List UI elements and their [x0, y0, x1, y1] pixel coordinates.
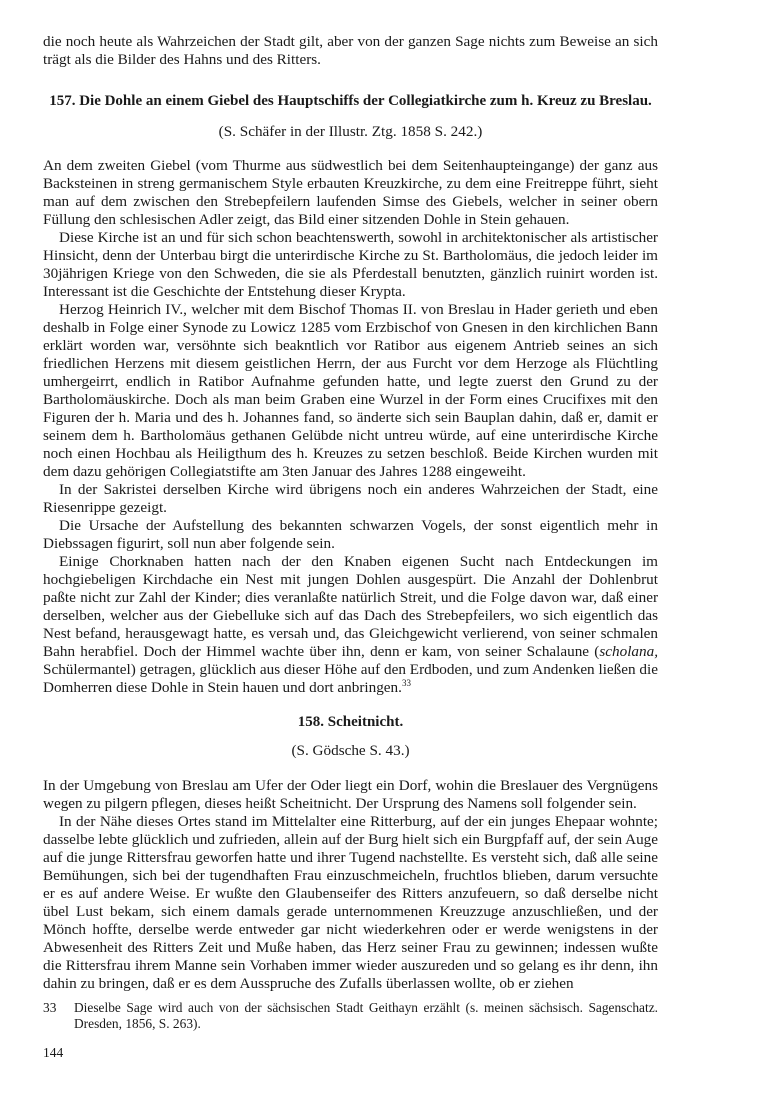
footnote	[43, 1000, 658, 1032]
section-157-paragraph: Diese Kirche ist an und für sich schon beachtenswerth, sowohl in architektonischer als artistischer Hinsicht, denn der Unterbau birgt die unterirdische Kirche zu St. Bartholomäus, die jedoch leider im 30jährigen Kriege von den Schweden, die sie als Pferdestall benutzten, gänzlich ruinirt worden ist. Interessant ist die Geschichte der Entstehung dieser Krypta.	[43, 229, 658, 300]
section-158-source: (S. Gödsche S. 43.)	[291, 742, 410, 759]
section-157-paragraph: Die Ursache der Aufstellung des bekannten schwarzen Vogels, der sonst eigentlich mehr in Diebssagen figurirt, soll nun aber folgende sein.	[43, 517, 658, 552]
section-158-title: 158. Scheitnicht.	[297, 714, 404, 730]
section-157-last-paragraph	[43, 553, 658, 697]
section-157-paragraph: Herzog Heinrich IV., welcher mit dem Bischof Thomas II. von Breslau in Hader gerieth und eben deshalb in Folge einer Synode zu Lowicz 1285 vom Erzbischof von Gnesen in den kirchlichen Bann erklärt worden war, versöhnte sich beakntlich vor Ratibor aus eigenem Antrieb seines an sich friedlichen Herzens mit diesem geistlichen Herrn, der aus Furcht vor dem Herzoge als Flüchtling umhergeirrt, endlich in Ratibor Aufnahme gefunden hatte, und legte zuerst den Grund zu der Bartholomäuskirche. Doch als man beim Graben eine Wurzel in der Form eines Crucifixes mit den Figuren der h. Maria und des h. Johannes fand, so änderte sich sein Bauplan dahin, daß er, damit er seinem dem h. Bartholomäus gethanen Gelübde nicht untreu würde, auf eine unterirdische Kirche noch einen Hochbau als Heiligthum des h. Kreuzes zu setzen beschloß. Beide Kirchen wurden mit dem dazu gehörigen Collegiatstifte am 3ten Januar des Jahres 1288 eingeweiht.	[43, 301, 658, 480]
intro-text	[43, 33, 658, 69]
italic-term: scholana,	[599, 643, 658, 660]
section-157-source: (S. Schäfer in der Illustr. Ztg. 1858 S. 242.)	[218, 123, 483, 140]
section-158-paragraph: In der Umgebung von Breslau am Ufer der Oder liegt ein Dorf, wohin die Breslauer des Vergnügens wegen zu pilgern pflegen, dieses heißt Scheitnicht. Der Ursprung des Namens soll folgender sein.	[43, 777, 658, 812]
section-157-paragraph: An dem zweiten Giebel (vom Thurme aus südwestlich bei dem Seitenhaupteingange) der ganz aus Backsteinen in streng germanischem Style erbauten Kreuzkirche, zu dem eine Freitreppe führt, sieht man auf dem zwischen den Strebepfeilern laufenden Simse des Giebels, welcher in seiner obern Füllung den schlesischen Adler zeigt, das Bild einer sitzenden Dohle in Stein gehauen.	[43, 157, 658, 228]
last-paragraph-part: Einige Chorknaben hatten nach der den Knaben eigenen Sucht nach Entdeckungen im hochgiebeligen Kirchdache ein Nest mit jungen Dohlen ausgespürt. Die Anzahl der Dohlenbrut paßte nicht zur Zahl der Kinder; dies veranlaßte natürlich Streit, und die Folge davon war, daß einer derselben, welcher aus der Giebelluke sich auf das Dach des Strebepfeilers, wo sich eigentlich das Nest befand, herausgewagt hatte, es versah und, das Gleichgewicht verlierend, von seiner schmalen Bahn herabfiel. Doch der Himmel wachte über ihn, denn er kam, von seiner Schalaune (	[43, 553, 658, 660]
footnote-reference[interactable]: 33	[401, 677, 411, 688]
section-157-title: 157. Die Dohle an einem Giebel des Hauptschiffs der Collegiatkirche zum h. Kreuz zu Breslau.	[49, 93, 652, 109]
section-157-body	[43, 157, 658, 697]
last-paragraph-part: Schülermantel) getragen, glücklich aus dieser Höhe auf den Erdboden, und zum Andenken ließen die Domherren diese Dohle in Stein hauen und dort anbringen.	[43, 661, 658, 696]
section-158-paragraph: In der Nähe dieses Ortes stand im Mittelalter eine Ritterburg, auf der ein junges Ehepaar wohnte; dasselbe lebte glücklich und zufrieden, allein auf der Burg hielt sich ein Burgpfaff auf, der sein Auge auf die junge Rittersfrau geworfen hatte und ihrer Tugend nachstellte. Es versteht sich, daß alle seine Bemühungen, sich bei der tugendhaften Frau einzuschmeicheln, fruchtlos blieben, darum versuchte er es auf andere Weise. Er wußte den Glaubenseifer des Ritters anzufeuern, so daß derselbe nicht übel Lust bekam, sich einem damals gerade unternommenen Kreuzzuge anzuschließen, und der Mönch hoffte, derselbe werde entweder gar nicht wiederkehren oder er werde wenigstens in der Abwesenheit des Ritters Zeit und Muße haben, das Herz seiner Frau zu gewinnen; indessen wußte die Rittersfrau ihrem Manne sein Vorhaben immer wieder auszureden und so gelang es ihr denn, ihn dahin zu bringen, daß er es dem Ausspruche des Zufalls überlassen wollte, ob er ziehen	[43, 813, 658, 992]
footnote-number: 33	[43, 1000, 57, 1015]
section-158-body	[43, 777, 658, 993]
intro-paragraph: die noch heute als Wahrzeichen der Stadt gilt, aber von der ganzen Sage nichts zum Beweise an sich trägt als die Bilder des Hahns und des Ritters.	[43, 33, 658, 68]
footnote-text: Dieselbe Sage wird auch von der sächsischen Stadt Geithayn erzählt (s. meinen sächsisch. Sagenschatz. Dresden, 1856, S. 263).	[74, 1000, 658, 1031]
page-number: 144	[43, 1045, 64, 1060]
section-157-paragraph: In der Sakristei derselben Kirche wird übrigens noch ein anderes Wahrzeichen der Stadt, eine Riesenrippe gezeigt.	[43, 481, 658, 516]
